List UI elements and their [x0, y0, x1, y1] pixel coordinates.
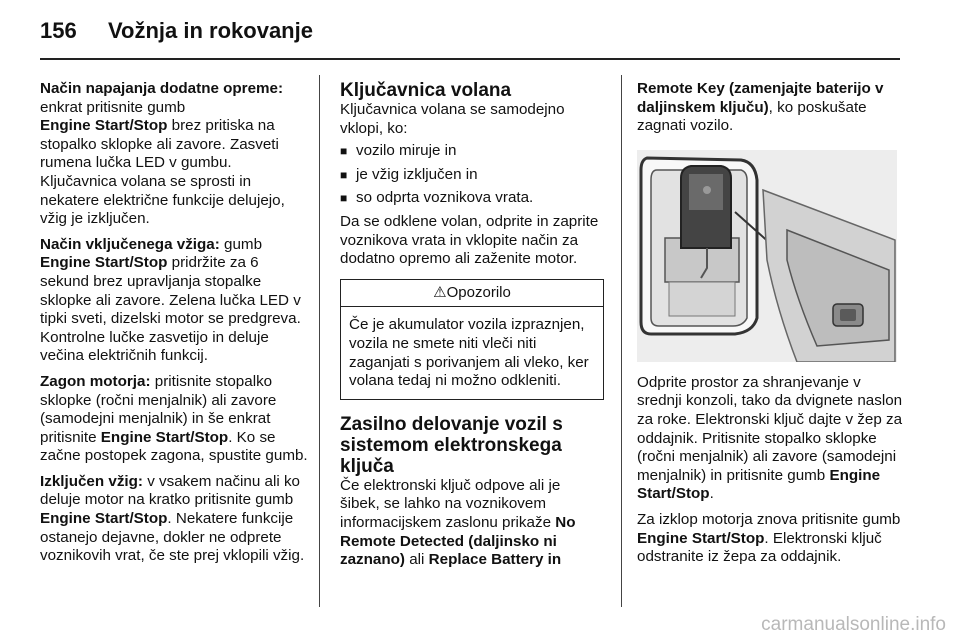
text: . Elektronski ključ odstranite iz žepa za oddajnik. [637, 529, 882, 566]
label-accessory-mode: Način napajanja dodatne opreme: [40, 80, 284, 97]
text: pridržite za 6 sekund brez upravljanja stopalke sklopke ali zavore. Zelena lučka LED v tipki sveti, dizelski motor se predgreva. Kontrolne lučke zasvetijo in deluje večina električnih funkcij. [40, 254, 301, 365]
text: enkrat pritisnite gumb [40, 98, 186, 116]
text: . [709, 485, 714, 503]
text: brez pritiska na stopalko sklopke ali zavore. Zasveti rumena lučka LED v gumbu. Ključavnica volana se sprosti in nekatere električne funkcije delujejo, vžig je izključen. [40, 117, 285, 228]
paragraph-emergency-operation [340, 477, 604, 570]
page-number: 156 [40, 18, 77, 43]
paragraph-ignition-off [40, 473, 308, 566]
paragraph-replace-battery [637, 80, 903, 136]
page-title: Vožnja in rokovanje [108, 18, 313, 43]
column-1 [40, 80, 308, 573]
paragraph-steering-intro: Ključavnica volana se samodejno vklopi, ko: [340, 101, 565, 137]
paragraph-accessory-mode [40, 80, 308, 229]
header-rule [40, 58, 900, 60]
list-item: ■ so odprta voznikova vrata. [340, 189, 604, 208]
text: . Ko se začne postopek zagona, spustite gumb. [40, 428, 308, 465]
warning-text: Če je akumulator vozila izpraznjen, vozila ne smete niti vleči niti zaganjati s porivanjem ali vleko, ker volana tedaj ni možno odkleniti. [349, 316, 589, 390]
engine-start-stop-label: Engine Start/Stop [40, 117, 168, 135]
text: Če elektronski ključ odpove ali je šibek, se lahko na voznikovem informacijskem zaslonu prikaže [340, 476, 561, 531]
transmitter-pocket-photo [637, 150, 897, 362]
engine-start-stop-label: Engine Start/Stop [637, 529, 765, 547]
heading-steering-lock: Ključavnica volana [340, 80, 512, 101]
text: Za izklop motorja znova pritisnite gumb [637, 510, 901, 528]
column-divider [319, 75, 320, 607]
column-divider [621, 75, 622, 607]
paragraph-engine-off [637, 511, 903, 567]
column-3 [637, 80, 903, 574]
paragraph-ignition-on-mode [40, 236, 308, 366]
list-item: ■ vozilo miruje in [340, 142, 604, 161]
paragraph-engine-start [40, 373, 308, 466]
engine-start-stop-label: Engine Start/Stop [637, 466, 881, 503]
column-2 [340, 80, 604, 577]
warning-header [341, 280, 603, 308]
text: ali [409, 551, 425, 569]
label-engine-start: Zagon motorja: [40, 372, 151, 390]
message-replace-battery-cont: Remote Key (zamenjajte baterijo v daljinskem ključu) [637, 80, 884, 116]
warning-icon: ⚠ [433, 283, 447, 301]
watermark: carmanualsonline.info [761, 614, 946, 635]
message-replace-battery: Replace Battery in [428, 551, 562, 569]
list-item: ■ je vžig izključen in [340, 166, 604, 185]
text: gumb [224, 235, 263, 253]
label-ignition-on-mode: Način vključenega vžiga: [40, 235, 220, 253]
paragraph-emergency-start [637, 374, 903, 504]
condition-list [340, 142, 604, 208]
message-no-remote-detected: No Remote Detected (daljinsko ni zaznano) [340, 513, 576, 569]
heading-emergency-operation: Zasilno delovanje vozil s sistemom elektronskega ključa [340, 413, 563, 477]
console-illustration [637, 150, 897, 362]
engine-start-stop-label: Engine Start/Stop [100, 428, 229, 446]
warning-title: Opozorilo [446, 283, 511, 301]
text: , ko poskušate zagnati vozilo. [637, 98, 867, 135]
engine-start-stop-label: Engine Start/Stop [40, 510, 168, 528]
engine-start-stop-label: Engine Start/Stop [40, 254, 168, 272]
label-ignition-off: Izključen vžig: [40, 472, 143, 490]
warning-box [340, 279, 604, 400]
text: . Nekatere funkcije ostanejo dejavne, dokler ne odprete voznikovih vrat, če ste prej vklopili vžig. [40, 510, 305, 565]
paragraph-unlock-steering: Da se odklene volan, odprite in zaprite voznikova vrata in vklopite način za dodatno opremo ali zaženite motor. [340, 212, 599, 268]
text: pritisnite stopalko sklopke (ročni menjalnik) ali zavore (samodejni menjalnik) in še enkrat pritisnite [40, 372, 277, 446]
text: v vsakem načinu ali ko deluje motor na kratko pritisnite gumb [40, 472, 300, 509]
text: Odprite prostor za shranjevanje v srednji konzoli, tako da dvignete naslon za roke. Elektronski ključ dajte v žep za oddajnik. Pritisnite stopalko sklopke (ročni menjalnik) ali zavore (samodejni menjalnik) in pritisnite gumb [637, 373, 903, 484]
